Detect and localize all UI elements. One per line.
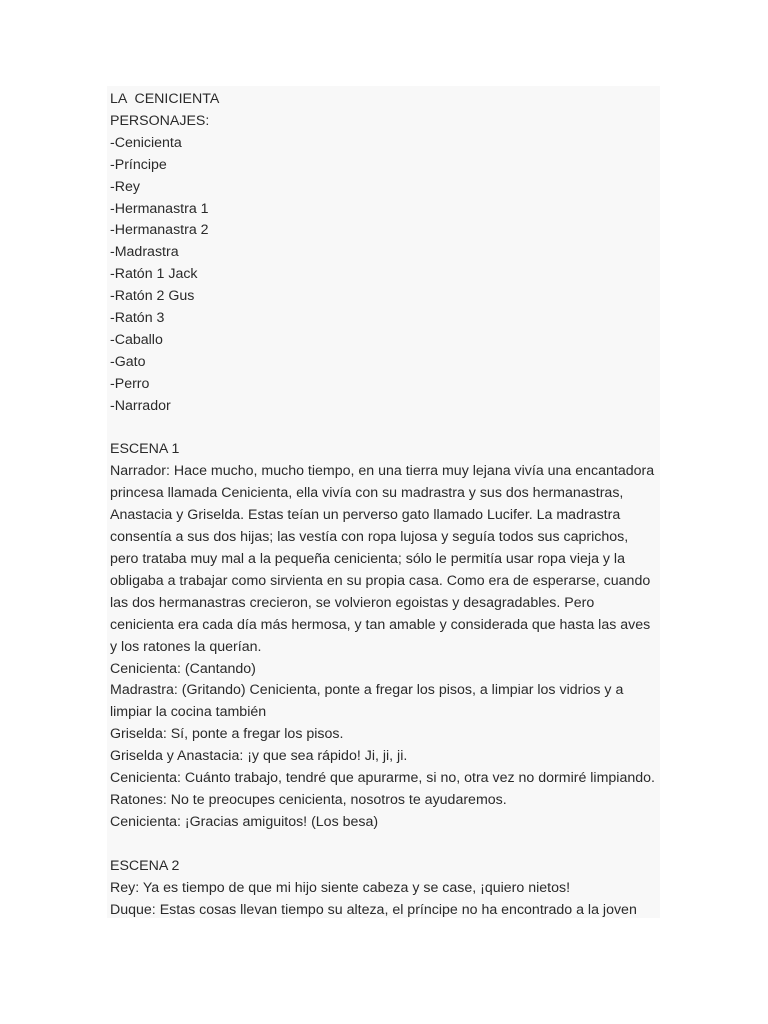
scene-line: Rey: Ya es tiempo de que mi hijo siente cabeza y se case, ¡quiero nietos! bbox=[110, 879, 571, 896]
character-item: -Madrastra bbox=[110, 244, 179, 261]
character-item: -Caballo bbox=[110, 331, 163, 348]
scene-line: consentía a sus dos hijas; las vestía con ropa lujosa y seguía todos sus caprichos, bbox=[110, 529, 629, 546]
characters-list bbox=[110, 133, 660, 418]
scene-line: pero trataba muy mal a la pequeña cenicienta; sólo le permitía usar ropa vieja y la bbox=[110, 551, 625, 568]
character-item: -Rey bbox=[110, 178, 140, 195]
character-item: -Príncipe bbox=[110, 156, 167, 173]
character-item: -Ratón 1 Jack bbox=[110, 266, 198, 283]
document-text bbox=[110, 89, 660, 918]
scene-line: Cenicienta: ¡Gracias amiguitos! (Los besa) bbox=[110, 813, 379, 830]
scene-line: Anastacia y Griselda. Estas teían un perverso gato llamado Lucifer. La madrastra bbox=[110, 507, 621, 524]
scene-line: Narrador: Hace mucho, mucho tiempo, en una tierra muy lejana vivía una encantadora bbox=[110, 463, 655, 480]
character-item: -Ratón 2 Gus bbox=[110, 288, 195, 305]
character-item: -Hermanastra 1 bbox=[110, 200, 209, 217]
scene-line: Griselda y Anastacia: ¡y que sea rápido! Ji, ji, ji. bbox=[110, 748, 408, 765]
character-item: -Ratón 3 bbox=[110, 310, 165, 327]
character-item: -Cenicienta bbox=[110, 134, 182, 151]
scene-line: Cenicienta: (Cantando) bbox=[110, 660, 256, 677]
scene-line: obligaba a trabajar como sirvienta en su propia casa. Como era de esperarse, cuando bbox=[110, 572, 651, 589]
spacer bbox=[110, 834, 660, 856]
scene-line: Griselda: Sí, ponte a fregar los pisos. bbox=[110, 726, 344, 743]
document-title: LA CENICIENTA bbox=[110, 91, 220, 107]
scene-2-text bbox=[110, 878, 660, 918]
scene-line: Cenicienta: Cuánto trabajo, tendré que apurarme, si no, otra vez no dormiré limpiando. bbox=[110, 770, 655, 787]
document-page bbox=[107, 86, 660, 918]
scene-line: limpiar la cocina también bbox=[110, 704, 267, 721]
spacer bbox=[110, 418, 660, 440]
character-item: -Gato bbox=[110, 353, 146, 370]
scene-line: y los ratones la querían. bbox=[110, 638, 262, 655]
scene-line: Duque: Estas cosas llevan tiempo su alteza, el príncipe no ha encontrado a la joven bbox=[110, 901, 637, 918]
scene-line: princesa llamada Cenicienta, ella vivía con su madrastra y sus dos hermanastras, bbox=[110, 485, 624, 502]
scene-1-text bbox=[110, 461, 660, 833]
scene-1-heading: ESCENA 1 bbox=[110, 441, 180, 458]
scene-line: Madrastra: (Gritando) Cenicienta, ponte a fregar los pisos, a limpiar los vidrios y a bbox=[110, 682, 624, 699]
scene-line: cenicienta era cada día más hermosa, y tan amable y considerada que hasta las aves bbox=[110, 616, 651, 633]
character-item: -Narrador bbox=[110, 397, 171, 414]
scene-2-heading: ESCENA 2 bbox=[110, 857, 180, 874]
characters-heading: PERSONAJES: bbox=[110, 112, 210, 129]
scene-line: Ratones: No te preocupes cenicienta, nosotros te ayudaremos. bbox=[110, 791, 507, 808]
character-item: -Perro bbox=[110, 375, 150, 392]
scene-line: las dos hermanastras crecieron, se volvieron egoistas y desagradables. Pero bbox=[110, 594, 595, 611]
character-item: -Hermanastra 2 bbox=[110, 222, 209, 239]
